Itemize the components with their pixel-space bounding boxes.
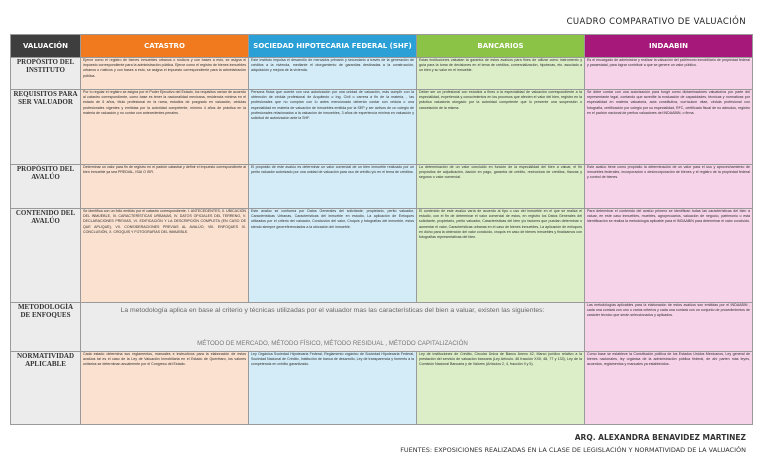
cell-text: Estas instituciones valuatan la garantía de estos avalúos para fines de utilizar como instrumento y guía para la toma de decisiones en el tema de créditos, comercialización, hipotecas, etc. asociado a un bien y su valor en el inmueble.: [419, 58, 582, 73]
cell-shf: [249, 165, 417, 209]
cell-catastro: [81, 90, 249, 165]
cell-text: La determinación de un valor concluido en función de la especialidad del bien a valuar, el fin propósitos de adjudicación, dación en pago, garantía de crédito, restructura de créditos, fianzas y seguros o valor comercial.: [419, 165, 582, 180]
header-bancarios: BANCARIOS: [417, 35, 585, 58]
cell-shf: [249, 58, 417, 90]
row-normatividad: [11, 352, 753, 425]
row-label: NORMATIVIDAD APLICABLE: [11, 352, 81, 425]
cell-text: Para determinar el contenido del avalúo primero se identifican todas las características del bien a valuar, en este caso inmuebles, muebles, agropecuarios, valuación de negocio, patrimonio o esta identificación se realiza la metodología aplicable para el INDAABIN para determinar el valor concluido.: [587, 209, 751, 224]
cell-text: Ley de instituciones de Crédito, Circular Única de Banco Anexo 42, Marco jurídico relativo a la prestación del servicio de valuación bancaria (Ley Artículo. 46 fracción XXII, 48, 77 y 133), Ley de la Comisión Nacional Bancaria y de Valores (Artículos 2, 4, fracción II y 5).: [419, 352, 582, 367]
cell-bancarios: [417, 58, 585, 90]
row-label: PROPÓSITO DEL AVALÚO: [11, 165, 81, 209]
cell-bancarios: [417, 165, 585, 209]
header-valuacion: VALUACIÓN: [11, 35, 81, 58]
cell-text: Las metodologías aplicables para la elaboración de estos avalúos son emitidas por el INDAABIN , cada una contará con uno o varios criterios y cada una contará con un conjunto de procedimientos de carácter técnico que serán seleccionados y aplicados.: [587, 303, 750, 318]
cell-bancarios: [417, 90, 585, 165]
author-credit: ARQ. ALEXANDRA BENAVIDEZ MARTINEZ: [574, 433, 746, 442]
cell-text: Este avalúo se conforma por Datos Generales del solicitante, propietario, perito valuador, Características Urbanas, Características del inmueble en estudio, La aplicación de Enfoques utilizados por el criterio del valuador, Conclusión del valor, Croquis y fotografías del inmueble, estos siendo siempre georreferenciados a la ubicación del inmueble.: [251, 209, 414, 229]
row-proposito-instituto: [11, 58, 753, 90]
merged-methodology-cell: [81, 303, 585, 352]
cell-shf: [249, 90, 417, 165]
cell-text: Ley Orgánica Sociedad Hipotecaria Federal, Reglamento orgánico de Sociedad Hipotecaria Federal, Sociedad Nacional de Crédito, Institución de banca de desarrollo, Ley de transparencia y fomento a la competencia en crédito garantizado.: [251, 352, 414, 367]
cell-bancarios: [417, 352, 585, 425]
cell-text: Este instituto impulsa el desarrollo de mercados primario y secundario a través de la generación de créditos a la vivienda, mediante el otorgamiento de garantías destinadas a la construcción, adquisición y mejora de la vivienda.: [251, 58, 414, 73]
row-metodologia-enfoques: [11, 303, 753, 352]
cell-indaabin: [585, 352, 753, 425]
row-label: PROPÓSITO DEL INSTITUTO: [11, 58, 81, 90]
header-shf: SOCIEDAD HIPOTECARIA FEDERAL (SHF): [249, 35, 417, 58]
row-contenido-avaluo: [11, 209, 753, 303]
cell-catastro: [81, 352, 249, 425]
cell-text: Persona física que cuente con una autorización por una unidad de valuación, más cumplir con la obtención de cédula profesional de Arquitecto o Ing. Civil o carrera a fin de la materia, , las profesionales que no cumplan con lo antes mencionado deberán contar con cédula o una especialidad en materia de valuación de inmuebles emitida por la SEP y ser activos de un colegio de profesionales relacionados a la valuación de inmuebles, 3 años de experiencia mínima en valuación y solicitud de autorización ante la SHF.: [251, 90, 414, 121]
cell-text: El propósito de este avalúo es determinar un valor comercial de un bien inmueble realizado por un perito valuador autorizado por una unidad de valuación para uso de crédito y/o en el tema de créditos.: [251, 165, 414, 175]
cell-indaabin: [585, 209, 753, 303]
row-requisitos-valuador: [11, 90, 753, 165]
cell-bancarios: [417, 209, 585, 303]
cell-indaabin: [585, 58, 753, 90]
cell-catastro: [81, 209, 249, 303]
cell-text: El contenido de este avalúo varía de acuerdo al tipo o uso del inmueble en el que se realiza el estudio, con el fin de determinar el valor comercial de estos, en registro los Datos Generales del solicitante, propietario, perito valuador, Características del bien y/o factores que puedan determinar o aumentar el valor, Características urbanas en el caso de bienes inmuebles, La aplicación de enfoques en dicho para la obtención del valor concluido, croquis en caso de bienes inmuebles y finalizamos con fotografías representativas del bien.: [419, 209, 582, 240]
table-header-row: [11, 35, 753, 58]
cell-shf: [249, 352, 417, 425]
cell-indaabin: [585, 165, 753, 209]
cell-indaabin: [585, 90, 753, 165]
cell-indaabin: [585, 303, 753, 352]
cell-shf: [249, 209, 417, 303]
cell-text: Deber ser un profesional con estudios a fines a la especialidad de valuación correspondiente a la especialidad, experiencia y conocimientos en los procesos que afecten el valor del bien, registro en la práctica valuatoria otorgado por la autoridad competente que lo presente una suspensión o cancelación de la misma.: [419, 90, 582, 110]
cell-catastro: [81, 165, 249, 209]
cell-text: Por lo regular el registro se asigna por el Poder Ejecutivo del Estado, los requisitos varían de acuerdo al catastro correspondiente, como base es tener la nacionalidad mexicana, residencia mínima en el estado de 5 años, título profesional en la rama, estudios de posgrado en valuación, cédulas profesionales vigentes y emitidas por la autoridad competente, mínimo 4 años de práctica en la materia de valuación y no contar con antecedentes penales.: [83, 90, 246, 115]
cell-text: Se debe contar con una autorización para fungir como dictaminadores valuatorios por parte del representante legal, contando que acredite la evaluación de capacidades, técnicas y normativas por especialidad en materia valuatoria, acta constitutiva, currículum vitae, cédula profesional con fotografía, certificación por colegio por su especialidad, RFC, certificado fiscal de no adeudos, registro en el padrón nacional de peritos valuadores del INDAABIN, o firma.: [587, 90, 750, 115]
methodology-list: MÉTODO DE MERCADO, MÉTODO FÍSICO, MÉTODO RESIDUAL , MÉTODO CAPITALIZACIÓN: [197, 340, 468, 347]
row-label: METODOLOGÍA DE ENFOQUES: [11, 303, 81, 352]
cell-text: Determinar un valor para fin de registro en el padrón catastral y definir el impuesto correspondiente al bien inmueble ya sea PREDIAL, ISAI O ISR.: [83, 165, 246, 175]
header-indaabin: INDAABIN: [585, 35, 753, 58]
cell-text: Ejerce como el registro de bienes inmuebles urbanos o rústicos y con bases a esto, se asigna el impuesto correspondiente para la administración pública. Ejerce como el registro de bienes inmuebles urbanos o rústicos y con bases a esto, se asigna el impuesto correspondiente para la administración pública.: [83, 58, 246, 78]
methodology-description: La metodología aplica en base al criterio y técnicas utilizadas por el valuador mas las características del bien a valuar, existen las siguientes:: [120, 307, 545, 314]
cell-text: Cada estado determina sus reglamentos, manuales e instructivos para la elaboración de estos avalúos tal es el caso de la Ley de Valuación Inmobiliaria en el Estado de Querétaro, los valores unitarios se determinan anualmente por el Congreso del Estado.: [83, 352, 246, 367]
comparison-table: [10, 34, 753, 425]
cell-text: Se identifica con un folio emitido por el catastro correspondiente. I. ANTECEDENTES, II. UBICACIÓN DEL INMUEBLE, III. CARACTERÍSTICAS URBANAS, IV. DATOS OFICIALES DEL TERRENO, V. DECLARACIONES PREVIAS, VI. EDIFICACIÓN Y LA DESCRIPCIÓN COMPLETA (EN CASO DE QUE APLIQUE), VII. CONSIDERACIONES PREVIAS AL AVALÚO, VIII. ENFOQUES IX. CONCLUSIÓN, X. CROQUIS Y FOTOGRAFÍAS DEL INMUEBLE.: [83, 209, 246, 234]
row-proposito-avaluo: [11, 165, 753, 209]
sources-note: FUENTES: EXPOSICIONES REALIZADAS EN LA CLASE DE LEGISLACIÓN Y NORMATIVIDAD DE LA VALUACIÓN: [400, 446, 746, 454]
cell-text: Como base se establece la Constitución política de los Estados Unidos Mexicanos, Ley general de bienes nacionales, ley orgánica de la administración pública federal, de ahí parten más leyes, acuerdos, reglamentos y manuales ya establecidos.: [587, 352, 750, 367]
cell-text: Este avalúo tiene como propósito la determinación de un valor para el uso y aprovechamiento de inmuebles federales, incorporación o desincorporación de bienes y el registro de la propiedad federal y control de bienes.: [587, 165, 750, 180]
cell-text: Es el encargado de administrar y realizar la valuación del patrimonio inmobiliario de propiedad federal y paraestatal, para lograr contribuir a que se genere un valor público.: [587, 58, 750, 68]
cell-catastro: [81, 58, 249, 90]
row-label: CONTENIDO DEL AVALÚO: [11, 209, 81, 303]
row-label: REQUISITOS PARA SER VALUADOR: [11, 90, 81, 165]
header-catastro: CATASTRO: [81, 35, 249, 58]
document-title: CUADRO COMPARATIVO DE VALUACIÓN: [566, 17, 746, 27]
